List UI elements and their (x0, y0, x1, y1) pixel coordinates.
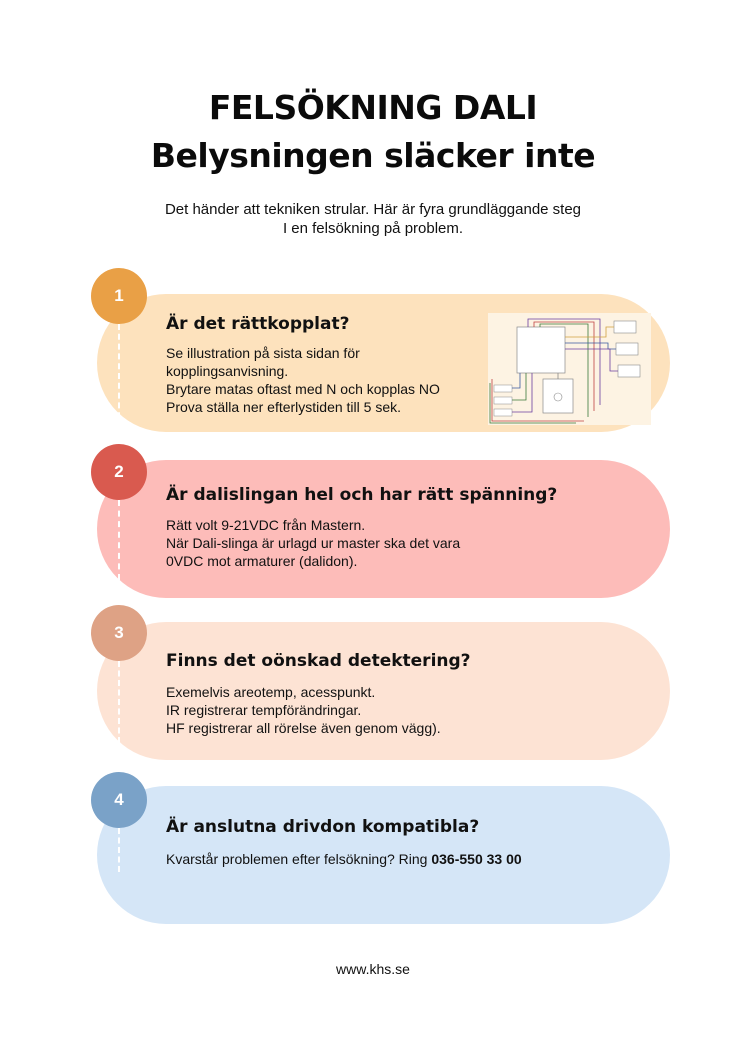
step-3-line: IR registrerar tempförändringar. (166, 702, 362, 718)
page-subtitle: Belysningen släcker inte (150, 136, 596, 175)
step-1-dashed-line (118, 324, 120, 428)
intro-text (0, 200, 746, 238)
step-3-dashed-line (118, 661, 120, 743)
step-3-heading: Finns det oönskad detektering? (166, 651, 471, 671)
step-4-heading: Är anslutna drivdon kompatibla? (166, 817, 480, 837)
step-3-line: HF registrerar all rörelse även genom vägg). (166, 720, 441, 736)
step-4-badge: 4 (91, 772, 147, 828)
step-1-body (166, 344, 440, 416)
step-2-dashed-line (118, 500, 120, 580)
step-1-line: Prova ställa ner efterlystiden till 5 sek. (166, 399, 401, 415)
step-1-line: Brytare matas oftast med N och kopplas NO (166, 381, 440, 397)
step-1-line: Se illustration på sista sidan för (166, 345, 360, 361)
step-3-line: Exemelvis areotemp, acesspunkt. (166, 684, 376, 700)
intro-line: I en felsökning på problem. (282, 220, 464, 237)
step-2-badge: 2 (91, 444, 147, 500)
step-2-line: 0VDC mot armaturer (dalidon). (166, 553, 358, 569)
intro-line: Det händer att tekniken strular. Här är fyra grundläggande steg (164, 201, 582, 218)
wiring-diagram-image (488, 313, 651, 425)
step-3-badge: 3 (91, 605, 147, 661)
step-1-line: kopplingsanvisning. (166, 363, 289, 379)
step-1-heading: Är det rättkopplat? (166, 314, 350, 334)
step-4-text: Kvarstår problemen efter felsökning? Ring (166, 851, 432, 867)
step-4-dashed-line (118, 828, 120, 872)
step-1-badge: 1 (91, 268, 147, 324)
step-4-body (166, 850, 522, 868)
phone-number[interactable]: 036-550 33 00 (431, 851, 522, 867)
page-title: FELSÖKNING DALI (208, 88, 538, 127)
footer-url[interactable]: www.khs.se (336, 961, 410, 977)
step-2-line: När Dali-slinga är urlagd ur master ska det vara (166, 535, 461, 551)
step-3-body (166, 683, 441, 737)
step-2-body (166, 516, 460, 570)
step-2-heading: Är dalislingan hel och har rätt spänning? (166, 485, 558, 505)
step-2-line: Rätt volt 9-21VDC från Mastern. (166, 517, 366, 533)
